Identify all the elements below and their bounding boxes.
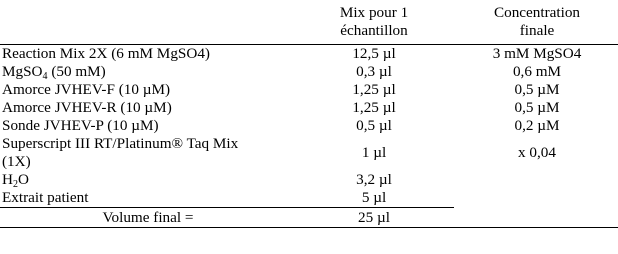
final-volume-label: Volume final = — [0, 208, 294, 228]
header-final-concentration — [454, 0, 618, 45]
header-conc-line2: finale — [519, 22, 555, 39]
concentration-cell: x 0,04 — [518, 144, 556, 161]
concentration-cell: 0,6 mM — [512, 63, 562, 80]
reagent-cell: Amorce JVHEV-R (10 µM) — [2, 99, 172, 116]
reagent-line2: (1X) — [2, 153, 31, 170]
concentration-cell: 0,2 µM — [514, 117, 560, 134]
header-row — [0, 0, 618, 45]
volume-cell: 1 µl — [361, 144, 387, 161]
reagent-text-rest: O — [17, 171, 29, 188]
table-row — [0, 99, 618, 117]
table-row — [0, 189, 618, 208]
reagent-text-rest: (50 mM) — [47, 63, 106, 80]
header-reagent — [0, 0, 294, 45]
final-volume-value: 25 µl — [294, 208, 454, 228]
concentration-cell — [454, 189, 618, 208]
volume-cell: 1,25 µl — [352, 81, 396, 98]
reagent-cell — [0, 135, 294, 171]
reagent-subscript: 2 — [12, 179, 18, 190]
volume-cell: 1,25 µl — [352, 99, 396, 116]
concentration-cell: 0,5 µM — [514, 81, 560, 98]
reagent-cell: Amorce JVHEV-F (10 µM) — [2, 81, 171, 98]
table-row — [0, 171, 618, 189]
concentration-cell: 3 mM MgSO4 — [454, 45, 618, 64]
reagent-text: H — [2, 171, 13, 188]
header-mix-line2: échantillon — [340, 22, 408, 39]
table-row — [0, 135, 618, 171]
volume-cell: 3,2 µl — [356, 171, 392, 188]
reagent-text: MgSO — [2, 63, 43, 80]
reagent-line1: Superscript III RT/Platinum® Taq Mix — [2, 135, 239, 152]
final-concentration — [454, 208, 618, 228]
volume-cell: 5 µl — [361, 189, 387, 206]
reagent-cell — [0, 171, 294, 189]
reagent-cell: Sonde JVHEV-P (10 µM) — [2, 117, 159, 134]
reagent-cell: Extrait patient — [2, 189, 89, 206]
reagent-cell — [0, 63, 294, 81]
header-conc-line1: Concentration — [493, 4, 581, 21]
header-mix-line1: Mix pour 1 — [339, 4, 409, 21]
reagent-subscript: 4 — [42, 71, 48, 82]
reagent-cell: Reaction Mix 2X (6 mM MgSO4) — [0, 45, 294, 64]
concentration-cell — [454, 171, 618, 189]
header-mix-per-sample — [294, 0, 454, 45]
volume-cell: 12,5 µl — [294, 45, 454, 64]
concentration-cell: 0,5 µM — [514, 99, 560, 116]
table-row — [0, 63, 618, 81]
table-row — [0, 45, 618, 64]
volume-cell: 0,3 µl — [356, 63, 392, 80]
final-volume-row — [0, 208, 618, 228]
volume-cell: 0,5 µl — [356, 117, 392, 134]
table-row — [0, 81, 618, 99]
table-row — [0, 117, 618, 135]
